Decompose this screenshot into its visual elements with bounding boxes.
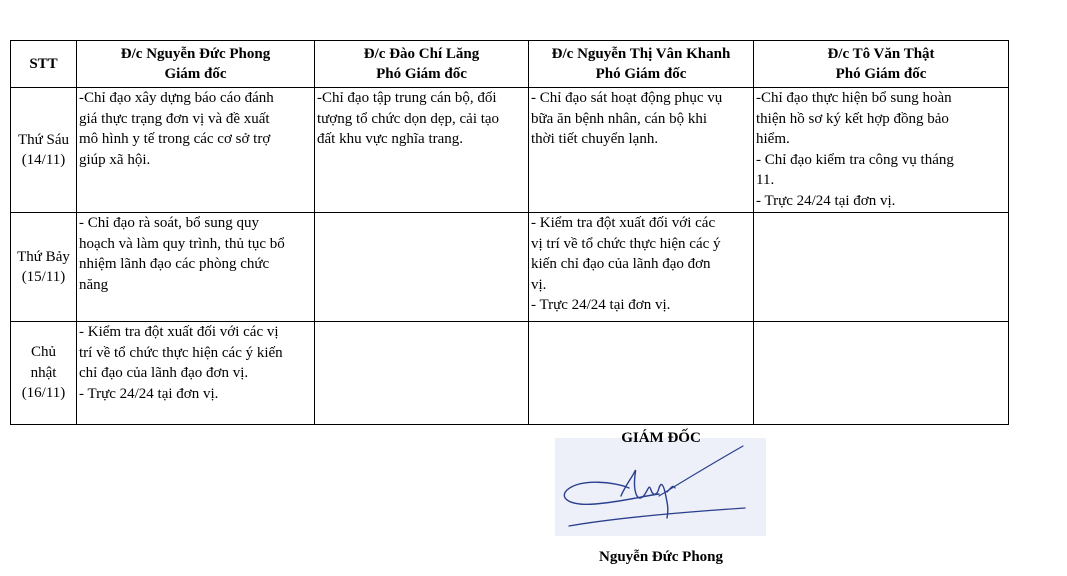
table-row-friday bbox=[11, 88, 1009, 213]
task-cell bbox=[529, 322, 754, 425]
task-line: - Trực 24/24 tại đơn vị. bbox=[79, 385, 219, 402]
task-line: -Chỉ đạo xây dựng báo cáo đánh bbox=[79, 90, 274, 106]
task-cell bbox=[77, 322, 315, 425]
task-line: hiểm. bbox=[756, 131, 790, 147]
task-line: vị. bbox=[531, 276, 547, 293]
task-line: 11. bbox=[756, 172, 775, 188]
task-line: -Chỉ đạo tập trung cán bộ, đối bbox=[317, 90, 497, 106]
task-line: - Kiểm tra đột xuất đối với các bbox=[531, 215, 716, 231]
task-cell bbox=[315, 213, 529, 322]
task-cell bbox=[315, 88, 529, 213]
task-line: - Trực 24/24 tại đơn vị. bbox=[756, 192, 896, 209]
signature-stamp bbox=[555, 438, 766, 536]
header-row bbox=[11, 41, 1009, 88]
task-line: giá thực trạng đơn vị và đề xuất bbox=[79, 110, 270, 127]
day-label-line: (14/11) bbox=[21, 152, 66, 168]
task-cell bbox=[315, 322, 529, 425]
task-line: bữa ăn bệnh nhân, cán bộ khi bbox=[531, 110, 707, 127]
column-header-deputy-2 bbox=[529, 41, 754, 88]
task-line: giúp xã hội. bbox=[79, 151, 151, 168]
column-header-director bbox=[77, 41, 315, 88]
day-label-line: (16/11) bbox=[21, 385, 66, 402]
day-label-line: (15/11) bbox=[21, 269, 66, 285]
task-line: kiến chỉ đạo của lãnh đạo đơn bbox=[531, 256, 711, 272]
task-line: tượng tổ chức dọn dẹp, cải tạo bbox=[317, 110, 500, 127]
column-header-deputy-1 bbox=[315, 41, 529, 88]
task-cell bbox=[754, 213, 1009, 322]
task-line: vị trí về tổ chức thực hiện các ý bbox=[531, 235, 721, 252]
column-header-name: Đ/c Nguyễn Đức Phong bbox=[120, 45, 271, 62]
task-line: - Chỉ đạo rà soát, bổ sung quy bbox=[79, 215, 259, 231]
day-label-line: Chủ bbox=[30, 344, 56, 361]
column-header-name: Đ/c Tô Văn Thật bbox=[827, 45, 935, 62]
signature-title: GIÁM ĐỐC bbox=[621, 430, 701, 446]
task-line: trí về tổ chức thực hiện các ý kiến bbox=[79, 344, 283, 361]
schedule-table bbox=[10, 40, 1009, 425]
column-header-role: Phó Giám đốc bbox=[376, 66, 467, 82]
stt-header: STT bbox=[11, 41, 77, 88]
schedule-body bbox=[11, 88, 1009, 425]
task-line: mô hình y tế trong các cơ sở trợ bbox=[79, 131, 271, 147]
task-line: - Kiểm tra đột xuất đối với các vị bbox=[79, 324, 279, 340]
task-line: đất khu vực nghĩa trang. bbox=[317, 131, 464, 147]
day-label-line: nhật bbox=[30, 364, 57, 381]
day-label-line: Thứ Sáu bbox=[17, 131, 70, 148]
table-row-saturday bbox=[11, 213, 1009, 322]
task-cell bbox=[754, 88, 1009, 213]
day-cell bbox=[11, 88, 77, 213]
column-header-role: Phó Giám đốc bbox=[835, 66, 927, 82]
task-cell bbox=[529, 213, 754, 322]
task-cell bbox=[77, 213, 315, 322]
task-line: - Chỉ đạo sát hoạt động phục vụ bbox=[531, 90, 723, 106]
column-header-role: Giám đốc bbox=[164, 66, 227, 82]
task-cell bbox=[529, 88, 754, 213]
task-line: - Chỉ đạo kiểm tra công vụ tháng bbox=[756, 151, 954, 168]
task-line: năng bbox=[79, 276, 109, 293]
day-label-line: Thứ Bảy bbox=[17, 248, 70, 265]
task-line: thiện hồ sơ ký kết hợp đồng bảo bbox=[756, 110, 949, 127]
column-header-role: Phó Giám đốc bbox=[595, 66, 687, 82]
task-line: thời tiết chuyển lạnh. bbox=[531, 131, 659, 147]
day-cell bbox=[11, 213, 77, 322]
task-cell bbox=[754, 322, 1009, 425]
column-header-deputy-3 bbox=[754, 41, 1009, 88]
task-line: nhiệm lãnh đạo các phòng chức bbox=[79, 256, 270, 272]
task-line: -Chỉ đạo thực hiện bổ sung hoàn bbox=[756, 90, 952, 106]
day-cell bbox=[11, 322, 77, 425]
column-header-name: Đ/c Đào Chí Lăng bbox=[363, 45, 480, 62]
task-line: hoạch và làm quy trình, thủ tục bổ bbox=[79, 235, 285, 252]
signer-name: Nguyễn Đức Phong bbox=[598, 549, 723, 565]
task-line: chỉ đạo của lãnh đạo đơn vị. bbox=[79, 365, 249, 381]
column-header-name: Đ/c Nguyễn Thị Vân Khanh bbox=[551, 45, 731, 62]
handwritten-signature-icon bbox=[555, 438, 766, 536]
table-row-sunday bbox=[11, 322, 1009, 425]
task-cell bbox=[77, 88, 315, 213]
task-line: - Trực 24/24 tại đơn vị. bbox=[531, 297, 671, 313]
